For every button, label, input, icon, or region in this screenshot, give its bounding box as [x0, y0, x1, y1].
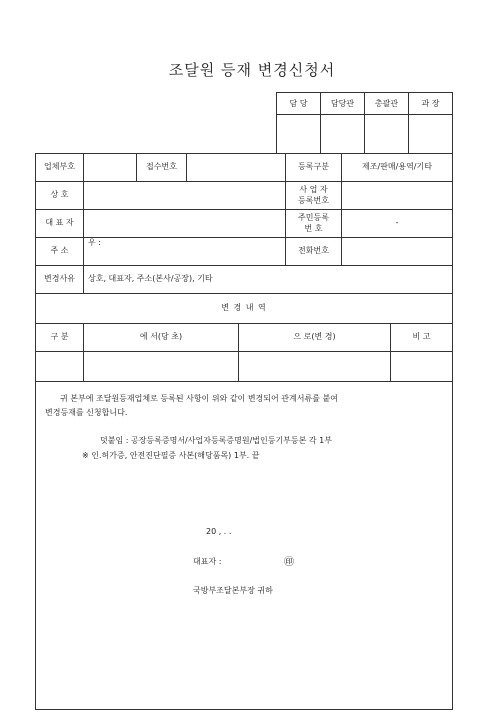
receipt-no-label: 접수번호 [137, 154, 187, 182]
date-line[interactable]: 20 , . . [206, 527, 232, 536]
approval-header-chief: 총괄관 [365, 93, 409, 115]
change-reason-label: 변경사유 [36, 266, 84, 294]
phone-field[interactable] [342, 238, 453, 266]
postal-code-prefix: 우 : [88, 238, 101, 247]
approval-header-officer: 담당관 [321, 93, 365, 115]
phone-label: 전화번호 [286, 238, 342, 266]
address-field[interactable] [84, 238, 286, 266]
approval-sign-chief[interactable] [365, 115, 409, 154]
resident-reg-label: 주민등록 번 호 [286, 210, 342, 238]
change-history-header: 변 경 내 역 [36, 294, 453, 324]
change-to-cell[interactable] [239, 352, 391, 382]
company-no-label: 업체부호 [36, 154, 84, 182]
change-from-cell[interactable] [84, 352, 239, 382]
approval-table [276, 92, 453, 154]
col-category-header: 구 분 [36, 324, 84, 352]
business-reg-label: 사 업 자 등록번호 [286, 182, 342, 210]
representative-label: 대 표 자 [36, 210, 84, 238]
attachment-line2: ※ 인.허가증, 안전진단필증 사본(해당품목) 1부. 끝 [82, 451, 260, 460]
approval-sign-director[interactable] [409, 115, 453, 154]
reg-type-field[interactable]: 제조/판매/용역/기타 [342, 154, 453, 182]
application-form [35, 153, 453, 710]
approval-header-staff: 담 당 [277, 93, 321, 115]
change-note-cell[interactable] [391, 352, 453, 382]
resident-reg-field[interactable]: - [342, 210, 453, 238]
document-title: 조달원 등재 변경신청서 [168, 61, 336, 79]
address-label: 주 소 [36, 238, 84, 266]
attachment-line1: 덧붙임 : 공장등록증명서/사업자등록증명원/법인등기부등본 각 1부 [100, 436, 333, 445]
approval-sign-officer[interactable] [321, 115, 365, 154]
notice-body-line1: 귀 본부에 조달원등재업체로 등록된 사항이 위와 같이 변경되어 관계서류를 붙여 [60, 394, 338, 403]
col-note-header: 비 고 [391, 324, 453, 352]
company-no-field[interactable] [84, 154, 137, 182]
approval-header-director: 과 장 [409, 93, 453, 115]
trade-name-field[interactable] [84, 182, 286, 210]
col-from-header: 에 서(당 초) [84, 324, 239, 352]
change-reason-field[interactable]: 상호, 대표자, 주소(본사/공장), 기타 [84, 266, 453, 294]
notice-body-line2: 변경등재를 신청합니다. [45, 408, 128, 417]
notice-section [36, 382, 453, 710]
change-category-cell[interactable] [36, 352, 84, 382]
col-to-header: 으 로(변 경) [239, 324, 391, 352]
business-reg-field[interactable] [342, 182, 453, 210]
seal-mark: ㊞ [284, 557, 294, 568]
representative-field[interactable] [84, 210, 286, 238]
recipient-line: 국방부조달본부장 귀하 [193, 586, 273, 595]
approval-sign-staff[interactable] [277, 115, 321, 154]
trade-name-label: 상 호 [36, 182, 84, 210]
reg-type-label: 등록구분 [286, 154, 342, 182]
receipt-no-field[interactable] [187, 154, 286, 182]
signer-label: 대표자 : [193, 557, 222, 566]
